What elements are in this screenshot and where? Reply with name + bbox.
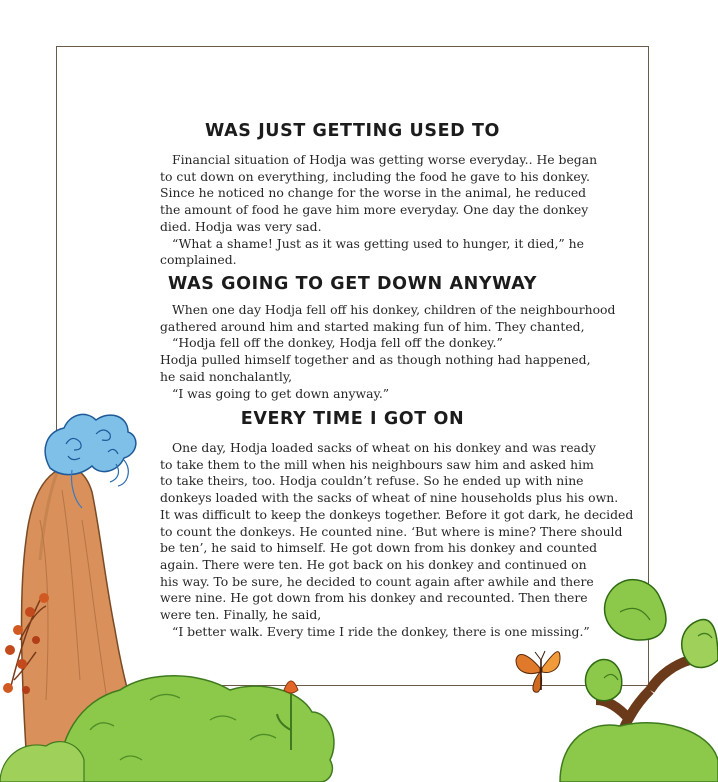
story-line: When one day Hodja fell off his donkey, children of the neighbourhood xyxy=(172,302,616,317)
story-title-2: WAS GOING TO GET DOWN ANYWAY xyxy=(167,274,538,294)
story-line: “Hodja fell off the donkey, Hodja fell off the donkey.” xyxy=(172,335,503,351)
leafy-tree xyxy=(560,580,718,782)
story-line: “I better walk. Every time I ride the donkey, there is one missing.” xyxy=(172,623,590,639)
story-line: gathered around him and started making fun of him. They chanted, xyxy=(160,318,585,334)
story-line: died. Hodja was very sad. xyxy=(160,218,322,234)
story-line: to take them to the mill when his neighbours saw him and asked him xyxy=(160,456,594,472)
butterfly-illustration xyxy=(516,651,560,692)
story-line: Hodja pulled himself together and as though nothing had happened, xyxy=(160,352,591,368)
story-line: It was difficult to keep the donkeys together. Before it got dark, he decided xyxy=(160,506,634,522)
story-line: were ten. Finally, he said, xyxy=(160,607,322,623)
story-line: to cut down on everything, including the food he gave to his donkey. xyxy=(160,168,590,184)
story-line: Since he noticed no change for the worse in the animal, he reduced xyxy=(160,185,587,201)
story-line: donkeys loaded with the sacks of wheat of nine households plus his own. xyxy=(160,490,619,506)
story-line: Financial situation of Hodja was getting worse everyday.. He began xyxy=(172,152,598,167)
story-title-1: WAS JUST GETTING USED TO xyxy=(205,121,500,141)
story-line: to count the donkeys. He counted nine. ‘But where is mine? There should xyxy=(160,523,623,539)
story-line: “I was going to get down anyway.” xyxy=(172,385,390,401)
story-line: be ten’, he said to himself. He got down from his donkey and counted xyxy=(160,540,598,556)
story-line: again. There were ten. He got back on his donkey and continued on xyxy=(160,556,587,572)
story-line: to take theirs, too. Hodja couldn’t refuse. So he ended up with nine xyxy=(160,473,584,489)
story-line: his way. To be sure, he decided to count again after awhile and there xyxy=(160,573,594,589)
story-line: complained. xyxy=(160,252,237,268)
story-title-3: EVERY TIME I GOT ON xyxy=(240,409,465,429)
story-line: “What a shame! Just as it was getting used to hunger, it died,” he xyxy=(172,235,584,251)
story-line: the amount of food he gave him more everyday. One day the donkey xyxy=(160,202,589,218)
story-line: were nine. He got down from his donkey and recounted. Then there xyxy=(160,590,588,606)
story-line: he said nonchalantly, xyxy=(160,368,293,384)
story-line: One day, Hodja loaded sacks of wheat on his donkey and was ready xyxy=(172,440,596,455)
